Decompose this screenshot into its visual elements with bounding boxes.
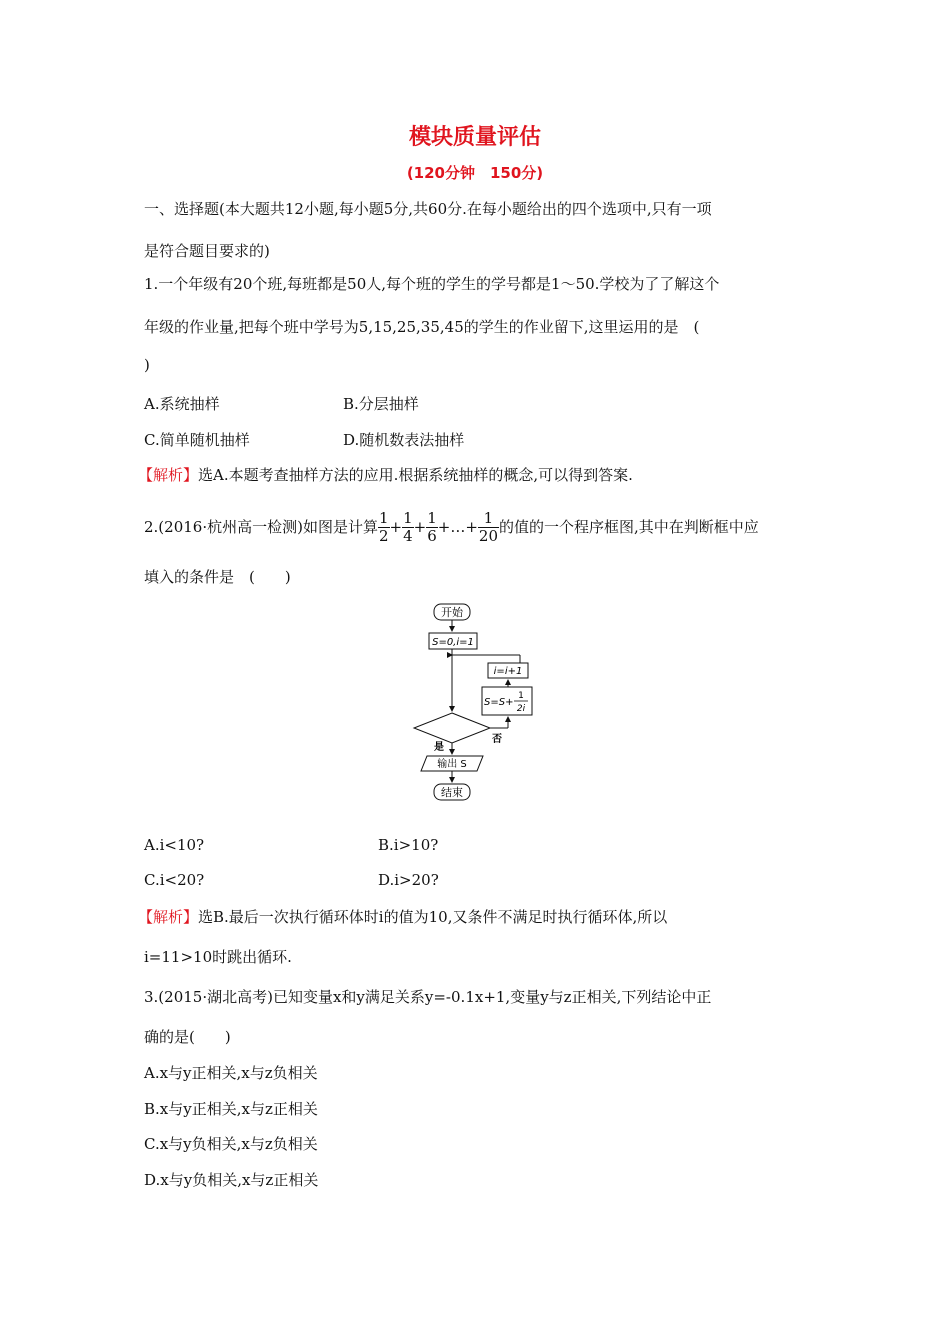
fraction-1-20: $\frac{1}{20}$ <box>478 509 498 546</box>
q3-option-d: D.x与y负相关,x与z正相关 <box>144 1171 319 1189</box>
program-flowchart <box>408 600 548 805</box>
q1-analysis-text: 选A.本题考查抽样方法的应用.根据系统抽样的概念,可以得到答案. <box>198 466 633 484</box>
q3-option-a: A.x与y正相关,x与z负相关 <box>144 1064 318 1082</box>
fraction-1-2: $\frac{1}{2}$ <box>378 509 389 546</box>
q2-analysis <box>138 906 667 927</box>
q2-option-c: C.i<20? <box>144 871 205 889</box>
update-denominator: 2i <box>516 704 526 714</box>
ellipsis-sum: +…+ <box>437 517 478 536</box>
decision-diamond <box>414 713 490 743</box>
plus-sign: + <box>413 517 427 536</box>
init-label: S=0,i=1 <box>432 637 474 648</box>
plus-sign: + <box>389 517 403 536</box>
q3-option-b: B.x与y正相关,x与z正相关 <box>144 1100 318 1118</box>
q2-stem-prefix: 2.(2016·杭州高一检测)如图是计算 <box>144 517 378 536</box>
output-label: 输出 S <box>437 759 467 770</box>
q1-option-d: D.随机数表法抽样 <box>343 431 465 449</box>
page-subtitle: (120分钟 150分) <box>406 164 544 182</box>
q1-stem-line1: 1.一个年级有20个班,每班都是50人,每个班的学生的学号都是1～50.学校为了了解这个 <box>144 275 720 293</box>
q2-option-a: A.i<10? <box>144 836 205 854</box>
q1-stem-line2: 年级的作业量,把每个班中学号为5,15,25,35,45的学生的作业留下,这里运用的是 ( <box>144 318 700 336</box>
section-instruction-line1: 一、选择题(本大题共12小题,每小题5分,共60分.在每小题给出的四个选项中,只有一项 <box>144 200 712 218</box>
analysis-tag: 【解析】 <box>138 908 199 926</box>
q2-analysis-line2: i=11>10时跳出循环. <box>144 948 292 966</box>
no-label: 否 <box>492 734 502 745</box>
q2-stem-line2: 填入的条件是 ( ) <box>144 568 291 586</box>
q3-stem-line1: 3.(2015·湖北高考)已知变量x和y满足关系y=-0.1x+1,变量y与z正相关,下列结论中正 <box>144 988 712 1006</box>
section-instruction-line2: 是符合题目要求的) <box>144 242 270 260</box>
q1-option-a: A.系统抽样 <box>144 395 220 413</box>
increment-label: i=i+1 <box>493 666 523 677</box>
q2-option-d: D.i>20? <box>378 871 439 889</box>
q1-option-c: C.简单随机抽样 <box>144 431 250 449</box>
fraction-1-4: $\frac{1}{4}$ <box>403 509 413 546</box>
start-label: 开始 <box>441 606 463 619</box>
q3-stem-line2: 确的是( ) <box>144 1028 231 1046</box>
fraction-1-6: $\frac{1}{6}$ <box>427 509 437 546</box>
page-title: 模块质量评估 <box>408 125 541 150</box>
q2-stem-suffix: 的值的一个程序框图,其中在判断框中应 <box>499 517 759 536</box>
q2-analysis-text: 选B.最后一次执行循环体时i的值为10,又条件不满足时执行循环体,所以 <box>198 908 668 926</box>
yes-label: 是 <box>434 742 444 753</box>
q1-analysis <box>138 464 633 485</box>
q1-option-b: B.分层抽样 <box>343 395 419 413</box>
update-numerator: 1 <box>518 691 524 701</box>
analysis-tag: 【解析】 <box>138 466 199 484</box>
q1-stem-line3: ) <box>144 356 150 374</box>
update-label: S=S+ <box>484 697 514 708</box>
q3-option-c: C.x与y负相关,x与z负相关 <box>144 1135 318 1153</box>
q2-option-b: B.i>10? <box>378 836 439 854</box>
q2-stem-line1 <box>144 510 759 546</box>
end-label: 结束 <box>441 786 463 799</box>
